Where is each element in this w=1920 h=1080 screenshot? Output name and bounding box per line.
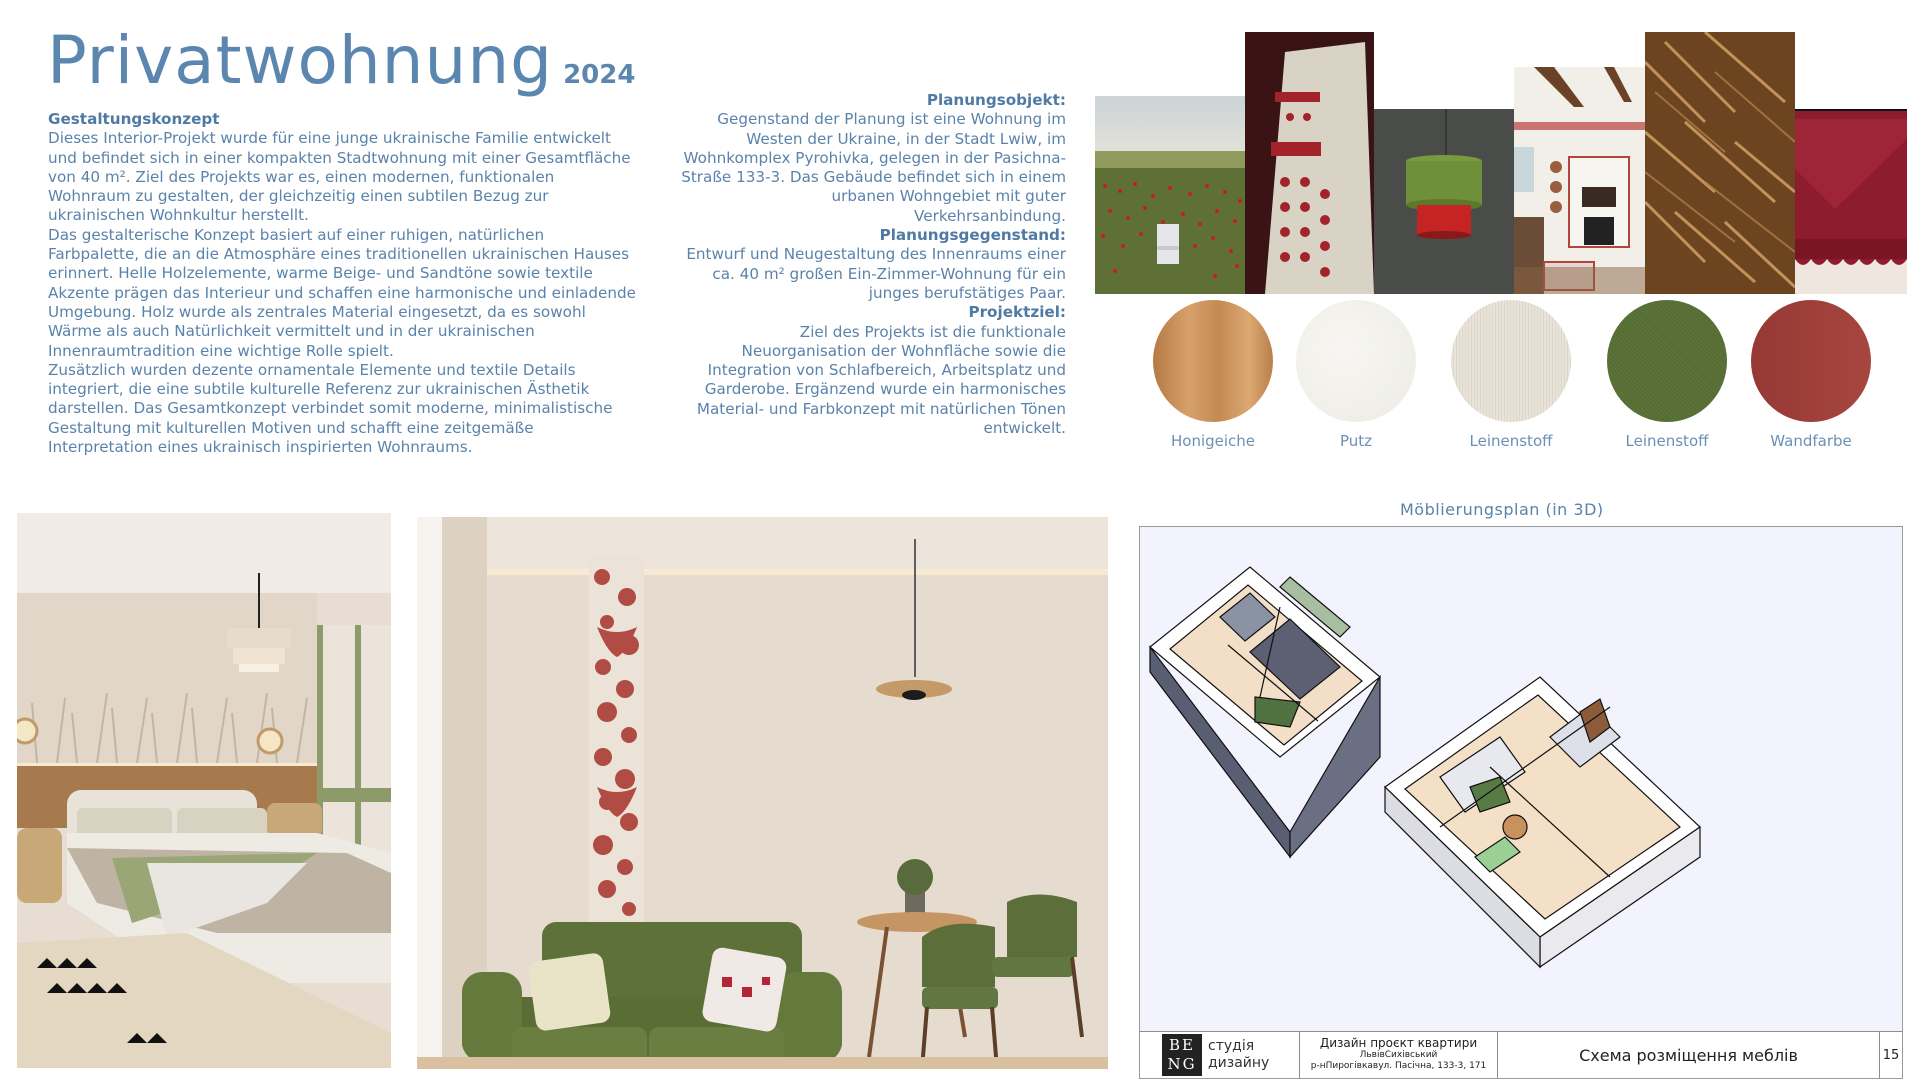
traditional-kitchen-image — [1514, 67, 1645, 294]
swatch-circle — [1751, 300, 1871, 422]
swatch-label: Wandfarbe — [1770, 432, 1852, 450]
page-title: Privatwohnung — [47, 22, 554, 99]
concept-heading: Gestaltungskonzept — [48, 110, 220, 128]
planning-object-text: Gegenstand der Planung ist eine Wohnung im Westen der Ukraine, in der Stadt Lwiw, im Wohnkomplex Pyrohivka, gelegen in der Pasichna-Straße 133-3. Das Gebäude befindet sich in einem urbanen Wohngebiet mit guter Verkehrsanbindung. — [681, 110, 1066, 225]
swatch-honey-oak — [1152, 300, 1274, 450]
poppy-field-image — [1095, 96, 1245, 294]
studio-line-2: дизайну — [1208, 1055, 1270, 1071]
concept-paragraph-2: Das gestalterische Konzept basiert auf einer ruhigen, natürlichen Farbpalette, die an die Atmosphäre eines traditionellen ukrainischen Hauses erinnert. Helle Holzelemente, warme Beige- und Sandtöne sowie textile Akzente prägen das Interieur und schaffen eine harmonische und einladende Umgebung. Holz wurde als zentrales Material eingesetzt, da es sowohl Wärme als auch Natürlichkeit vermittelt und in der ukrainischen Innenraumtradition eine wichtige Rolle spielt. — [48, 225, 636, 360]
planning-section — [680, 91, 1066, 438]
project-title: Дизайн проєкт квартири — [1319, 1036, 1478, 1050]
swatch-circle — [1607, 300, 1727, 422]
swatch-wall-paint — [1750, 300, 1872, 450]
design-concept-section — [48, 110, 638, 457]
furnishing-plan-title: Möblierungsplan (in 3D) — [1400, 500, 1604, 519]
wheat-field-image — [1645, 32, 1795, 294]
swatch-circle — [1153, 300, 1273, 422]
swatch-circle — [1451, 300, 1571, 422]
page-number: 15 — [1882, 1048, 1900, 1063]
studio-name — [1208, 1038, 1269, 1072]
planning-subject-heading: Planungsgegenstand: — [879, 226, 1066, 245]
address-line-1: ЛьвівСихівський — [1359, 1050, 1438, 1060]
bedroom-render — [17, 513, 391, 1068]
swatch-label: Leinenstoff — [1469, 432, 1553, 450]
swatch-plaster — [1295, 300, 1417, 450]
title-block — [1140, 1031, 1902, 1078]
living-room-render — [417, 517, 1108, 1069]
studio-line-1: студія — [1208, 1038, 1255, 1054]
logo-mark — [1162, 1034, 1202, 1076]
sheet-title: Схема розміщення меблів — [1498, 1032, 1880, 1078]
project-info — [1300, 1032, 1498, 1078]
embroidered-dress-image — [1245, 32, 1374, 294]
project-year: 2024 — [563, 60, 636, 90]
swatch-linen-natural — [1450, 300, 1572, 450]
logo-mark-bottom: NG — [1167, 1055, 1197, 1073]
material-swatches — [1150, 300, 1870, 460]
project-goal-text: Ziel des Projekts ist die funktionale Neuorganisation der Wohnfläche sowie die Integration von Schlafbereich, Arbeitsplatz und Garderobe. Ergänzend wurde ein harmonisches Material- und Farbkonzept mit natürlichen Tönen entwickelt. — [696, 322, 1066, 438]
3d-floor-plan-drawing — [1140, 527, 1902, 1032]
burgundy-molding-image — [1795, 109, 1907, 294]
swatch-label: Leinenstoff — [1625, 432, 1709, 450]
concept-paragraph-1: Dieses Interior-Projekt wurde für eine junge ukrainische Familie entwickelt und befindet sich in einer kompakten Stadtwohnung mit einer Gesamtfläche von 40 m². Ziel des Projekts war es, einen modernen, funktionalen Wohnraum zu gestalten, der gleichzeitig einen subtilen Bezug zur ukrainischen Wohnkultur herstellt. — [48, 129, 631, 225]
address-line-2: р-нПирогівкавул. Пасічна, 133-3, 171 — [1310, 1061, 1487, 1071]
moodboard — [1095, 32, 1907, 294]
studio-logo — [1140, 1032, 1300, 1078]
page-header — [47, 22, 635, 99]
planning-subject-text: Entwurf und Neugestaltung des Innenraums einer ca. 40 m² großen Ein-Zimmer-Wohnung für ein junges berufstätiges Paar. — [686, 245, 1066, 302]
project-goal-heading: Projektziel: — [968, 303, 1066, 322]
furnishing-plan-sheet — [1139, 526, 1903, 1079]
concept-paragraph-3: Zusätzlich wurden dezente ornamentale Elemente und textile Details integriert, die eine subtile kulturelle Referenz zur ukrainischen Ästhetik darstellen. Das Gesamtkonzept verbindet somit moderne, minimalistische Gestaltung mit kulturellen Motiven und schafft eine zeitgemäße Interpretation eines ukrainisch inspirierten Wohnraums. — [48, 360, 613, 457]
swatch-label: Putz — [1339, 432, 1373, 450]
swatch-label: Honigeiche — [1170, 432, 1256, 450]
swatch-linen-green — [1606, 300, 1728, 450]
logo-mark-top: BE — [1169, 1036, 1195, 1054]
swatch-circle — [1296, 300, 1416, 422]
green-lampshade-image — [1374, 109, 1514, 294]
planning-object-heading: Planungsobjekt: — [926, 91, 1066, 109]
